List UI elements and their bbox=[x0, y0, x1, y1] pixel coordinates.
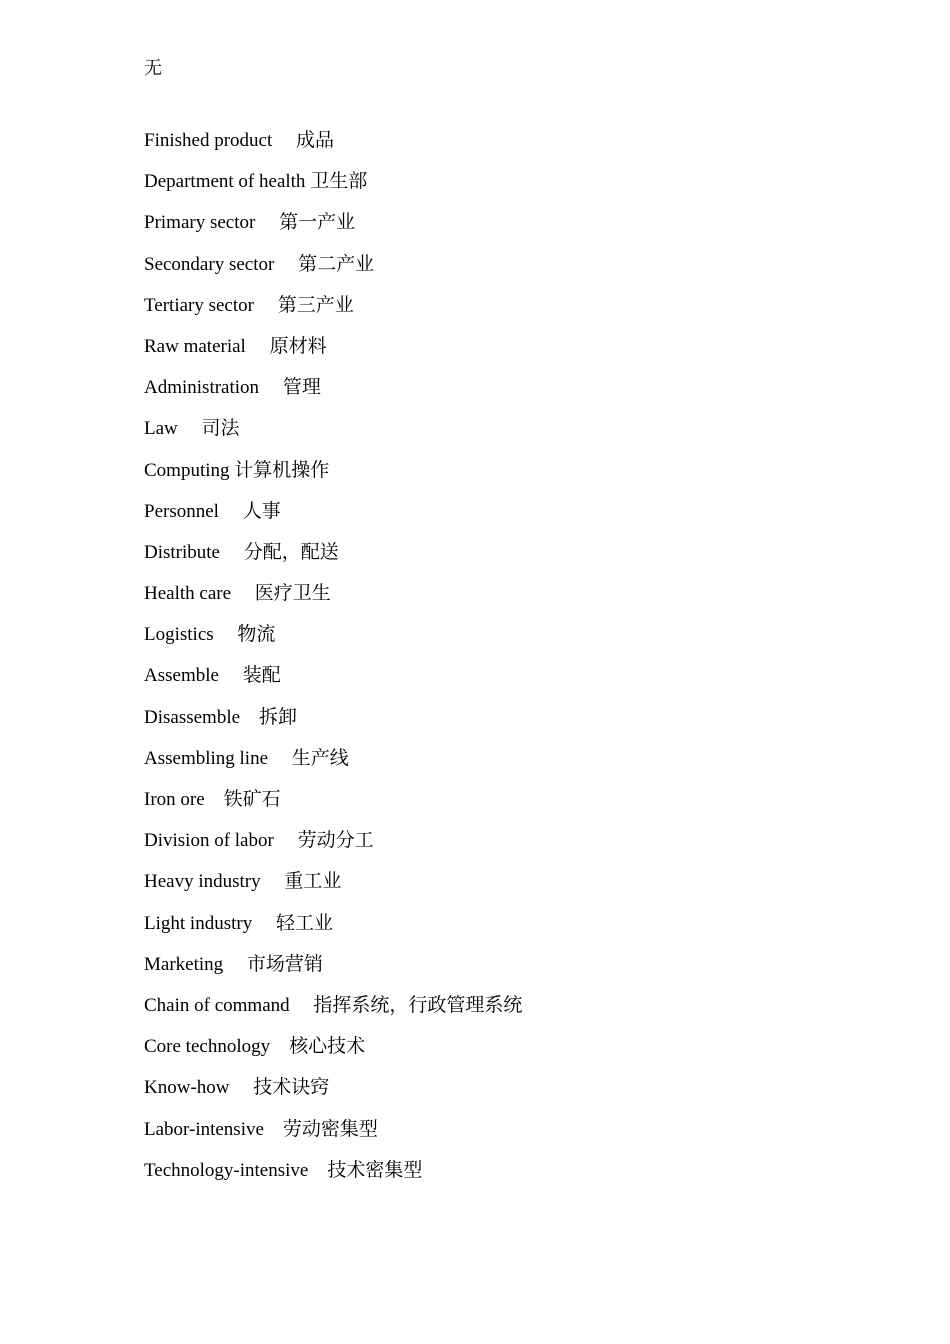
chinese-translation: 人事 bbox=[242, 499, 281, 522]
english-term: Secondary sector bbox=[144, 253, 275, 275]
term-separator bbox=[220, 542, 244, 563]
chinese-translation: 物流 bbox=[237, 623, 276, 646]
glossary-entry bbox=[144, 168, 522, 209]
chinese-translation: 医疗卫生 bbox=[254, 582, 331, 605]
term-separator bbox=[268, 748, 292, 769]
term-separator bbox=[240, 707, 259, 728]
chinese-translation: 重工业 bbox=[284, 870, 342, 893]
glossary-entry bbox=[144, 704, 522, 745]
glossary-entry bbox=[144, 539, 522, 580]
english-term: Personnel bbox=[144, 500, 219, 522]
glossary-entry bbox=[144, 1157, 522, 1198]
chinese-translation: 第二产业 bbox=[298, 252, 375, 275]
term-separator bbox=[223, 954, 247, 975]
english-term: Light industry bbox=[144, 912, 253, 934]
english-term: Law bbox=[144, 418, 178, 440]
glossary-entry bbox=[144, 457, 522, 498]
term-separator bbox=[214, 624, 238, 645]
glossary-entry bbox=[144, 127, 522, 168]
english-term: Logistics bbox=[144, 624, 214, 646]
term-separator bbox=[230, 1077, 254, 1098]
glossary-entry bbox=[144, 1074, 522, 1115]
english-term: Primary sector bbox=[144, 212, 256, 234]
chinese-translation: 劳动分工 bbox=[297, 829, 374, 852]
english-term: Department of health bbox=[144, 171, 306, 193]
english-term: Chain of command bbox=[144, 994, 290, 1016]
chinese-translation: 装配 bbox=[242, 664, 281, 687]
english-term: Know-how bbox=[144, 1077, 230, 1099]
glossary-entry bbox=[144, 786, 522, 827]
glossary-entry bbox=[144, 415, 522, 456]
english-term: Disassemble bbox=[144, 706, 241, 728]
english-term: Tertiary sector bbox=[144, 294, 254, 316]
term-separator bbox=[254, 295, 278, 316]
glossary-entry bbox=[144, 951, 522, 992]
chinese-translation: 第一产业 bbox=[279, 211, 356, 234]
page-heading: 无 bbox=[144, 58, 162, 79]
chinese-translation: 分配，配送 bbox=[243, 540, 339, 563]
english-term: Labor-intensive bbox=[144, 1118, 264, 1140]
glossary-list bbox=[144, 127, 522, 1198]
term-separator bbox=[246, 336, 270, 357]
term-separator bbox=[205, 789, 224, 810]
english-term: Technology-intensive bbox=[144, 1159, 309, 1181]
term-separator bbox=[290, 995, 314, 1016]
glossary-entry bbox=[144, 209, 522, 250]
glossary-entry bbox=[144, 827, 522, 868]
term-separator bbox=[252, 913, 276, 934]
term-separator bbox=[255, 212, 279, 233]
english-term: Iron ore bbox=[144, 789, 205, 810]
chinese-translation: 铁矿石 bbox=[223, 788, 281, 810]
term-separator bbox=[272, 130, 296, 151]
english-term: Marketing bbox=[144, 953, 224, 975]
chinese-translation: 指挥系统，行政管理系统 bbox=[313, 993, 523, 1016]
term-separator bbox=[274, 830, 298, 851]
chinese-translation: 司法 bbox=[201, 417, 240, 440]
glossary-entry bbox=[144, 1116, 522, 1157]
english-term: Finished product bbox=[144, 130, 273, 151]
english-term: Administration bbox=[144, 377, 260, 399]
english-term: Assembling line bbox=[144, 747, 269, 769]
chinese-translation: 第三产业 bbox=[277, 293, 354, 316]
chinese-translation: 核心技术 bbox=[289, 1035, 366, 1058]
glossary-entry bbox=[144, 292, 522, 333]
glossary-entry bbox=[144, 745, 522, 786]
chinese-translation: 生产线 bbox=[291, 746, 349, 769]
english-term: Health care bbox=[144, 583, 232, 605]
term-separator bbox=[264, 1119, 283, 1140]
term-separator bbox=[261, 871, 285, 892]
chinese-translation: 管理 bbox=[282, 376, 321, 399]
chinese-translation: 卫生部 bbox=[310, 170, 368, 193]
glossary-entry bbox=[144, 333, 522, 374]
term-separator bbox=[219, 665, 243, 686]
glossary-entry bbox=[144, 251, 522, 292]
chinese-translation: 成品 bbox=[296, 129, 335, 151]
english-term: Division of labor bbox=[144, 830, 274, 852]
english-term: Raw material bbox=[144, 335, 246, 357]
english-term: Core technology bbox=[144, 1036, 271, 1058]
term-separator bbox=[178, 418, 202, 439]
glossary-entry bbox=[144, 1033, 522, 1074]
glossary-entry bbox=[144, 910, 522, 951]
english-term: Assemble bbox=[144, 665, 219, 687]
term-separator bbox=[274, 254, 298, 275]
chinese-translation: 计算机操作 bbox=[234, 458, 330, 481]
english-term: Computing bbox=[144, 459, 230, 481]
chinese-translation: 拆卸 bbox=[259, 705, 298, 728]
english-term: Distribute bbox=[144, 541, 220, 563]
chinese-translation: 技术密集型 bbox=[327, 1158, 423, 1181]
term-separator bbox=[231, 583, 255, 604]
glossary-entry bbox=[144, 498, 522, 539]
glossary-entry bbox=[144, 580, 522, 621]
chinese-translation: 劳动密集型 bbox=[282, 1117, 378, 1140]
chinese-translation: 原材料 bbox=[269, 334, 327, 357]
glossary-entry bbox=[144, 992, 522, 1033]
glossary-entry bbox=[144, 662, 522, 703]
term-separator bbox=[270, 1036, 289, 1057]
chinese-translation: 市场营销 bbox=[246, 952, 323, 975]
english-term: Heavy industry bbox=[144, 871, 261, 893]
glossary-entry bbox=[144, 868, 522, 909]
term-separator bbox=[259, 377, 283, 398]
chinese-translation: 技术诀窍 bbox=[253, 1076, 330, 1099]
term-separator bbox=[219, 501, 243, 522]
chinese-translation: 轻工业 bbox=[275, 911, 333, 934]
glossary-entry bbox=[144, 621, 522, 662]
term-separator bbox=[308, 1160, 327, 1181]
glossary-entry bbox=[144, 374, 522, 415]
